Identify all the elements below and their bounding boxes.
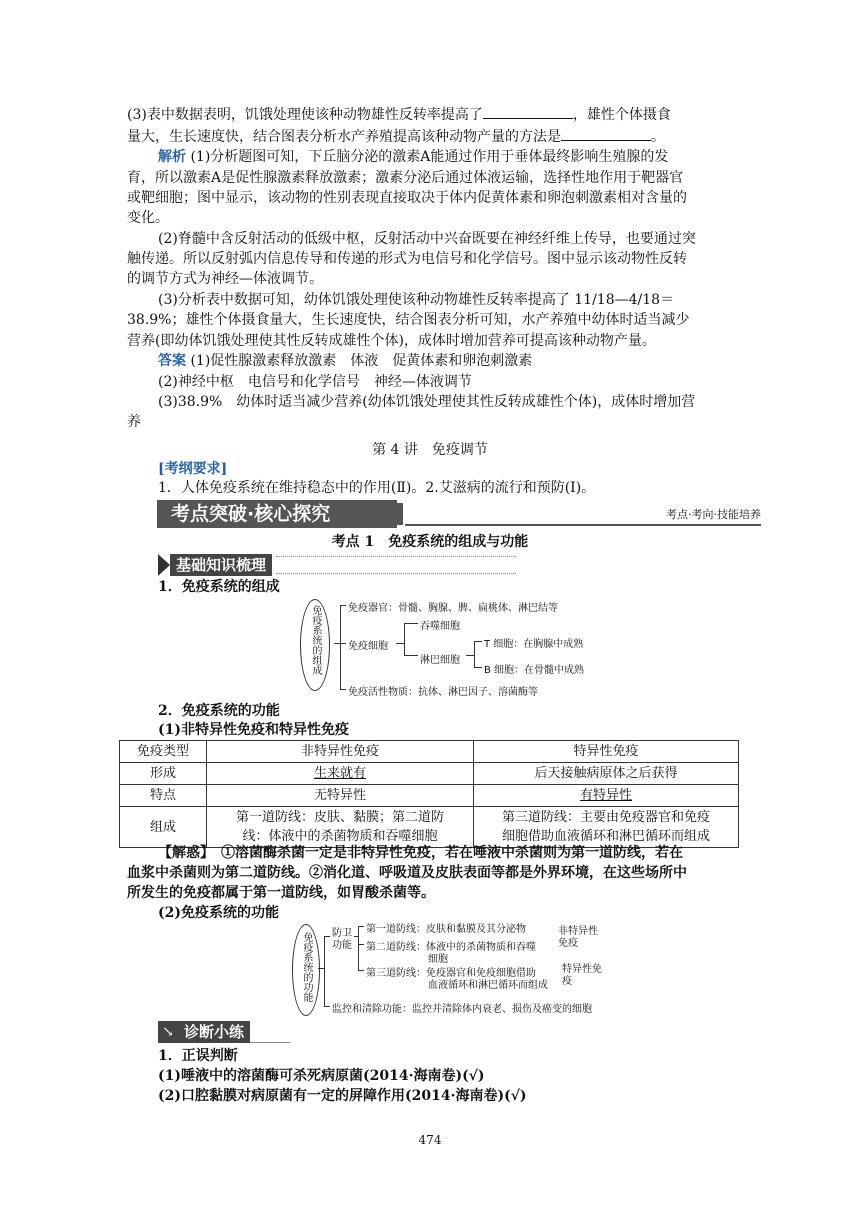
table-cell: 第一道防线：皮肤、黏膜；第二道防 线：体液中的杀菌物质和吞噬细胞 [207,807,474,848]
diagram1-organs: 免疫器官：骨髓、胸腺、脾、扁桃体、淋巴结等 [348,603,558,614]
section-2-heading: 2．免疫系统的功能 [158,703,280,719]
answer-line-2: (2)神经中枢 电信号和化学信号 神经—体液调节 [158,374,472,390]
judge-heading: 1．正误判断 [158,1048,238,1064]
table-cell: 形成 [120,763,207,785]
immune-function-diagram [292,920,612,1020]
dotted-decoration [276,556,516,574]
table-cell: 无特异性 [207,785,474,807]
table-cell: 生来就有 [207,763,474,785]
triangle-icon [158,554,170,576]
section-2-2-heading: (2)免疫系统的功能 [158,905,279,921]
diagram1-lymphocyte: 淋巴细胞 [420,655,460,666]
table-cell: 有特异性 [474,785,739,807]
table-cell: 后天接触病原体之后获得 [474,763,739,785]
diagram2-third-line: 第三道防线：免疫器官和免疫细胞借助 [366,968,536,979]
requirements-label: [考纲要求] [158,461,228,477]
analysis-line-6: 的调节方式为神经—体液调节。 [127,271,323,287]
diagram2-defense: 防卫功能 [332,928,352,951]
judge-item-2: (2)口腔黏膜对病原菌有一定的屏障作用(2014·海南卷)(√) [158,1088,527,1104]
analysis-line-2: 或靶细胞；图中显示，该动物的性别表现直接取决于体内促黄体素和卵泡刺激素相对含量的 [127,190,687,206]
basic-knowledge-header [158,553,516,577]
diagram2-specific: 特异性免疫 [562,964,602,987]
diagram2-second-line: 第二道防线：体液中的杀菌物质和吞噬 [366,942,536,953]
table-header-cell: 免疫类型 [120,741,207,763]
answer-line-4: 养 [127,414,141,430]
analysis-line-7: (3)分析表中数据可知，幼体饥饿处理使该种动物雄性反转率提高了 11/18—4/18＝ [158,292,675,308]
lecture-title: 第 4 讲 免疫调节 [372,442,488,458]
table-row [120,785,739,807]
basic-knowledge-label: 基础知识梳理 [170,554,272,576]
section-1-heading: 1．免疫系统的组成 [158,579,280,595]
table-cell: 第三道防线：主要由免疫器官和免疫 细胞借助血液循环和淋巴循环而组成 [474,807,739,848]
blank-1 [483,104,573,119]
table-row [120,763,739,785]
table-cell: 特点 [120,785,207,807]
diagram1-cells: 免疫细胞 [348,641,388,652]
diagram1-center-label: 免疫系统的组成 [310,605,321,675]
jiehuo-line-1: 【解惑】 ①溶菌酶杀菌一定是非特异性免疫，若在唾液中杀菌则为第一道防线，若在 [158,845,683,861]
section-2-1-heading: (1)非特异性免疫和特异性免疫 [158,722,349,738]
diagram1-phagocyte: 吞噬细胞 [420,621,460,632]
section-banner [157,500,761,528]
jiehuo-line-2: 血浆中杀菌则为第二道防线。②消化道、呼吸道及皮肤表面等都是外界环境，在这些场所中 [127,865,687,881]
table-row [120,807,739,848]
answer-line-1: 答案 (1)促性腺激素释放激素 体液 促黄体素和卵泡刺激素 [158,353,533,369]
analysis-line-4: (2)脊髓中含反射活动的低级中枢，反射活动中兴奋既要在神经纤维上传导，也要通过突 [158,231,696,247]
banner-rule [405,524,761,526]
diagram1-tcell: T 细胞：在胸腺中成熟 [484,639,584,650]
judge-item-1: (1)唾液中的溶菌酶可杀死病原菌(2014·海南卷)(√) [158,1068,485,1084]
diagram2-nonspecific: 非特异性免疫 [558,926,598,949]
topic-title: 考点 1 免疫系统的组成与功能 [331,534,529,550]
diagram1-bracket [340,605,341,689]
analysis-line-8: 38.9%；雄性个体摄食量大，生长速度快，结合图表分析可知，水产养殖中幼体时适当减少 [127,312,690,328]
banner-title: 考点突破·核心探究 [157,500,397,528]
banner-subtitle: 考点·考向·技能培养 [666,508,761,521]
analysis-line-1: 育，所以激素A是促性腺激素释放激素；激素分泌后通过体液运输，选择性地作用于靶器官 [127,170,684,186]
table-cell: 组成 [120,807,207,848]
q3-line1: (3)表中数据表明，饥饿处理使该种动物雄性反转率提高了 ，雄性个体摄食 [127,104,739,125]
diagram2-center-label: 免疫系统的功能 [301,932,312,1002]
q3-line2: 量大，生长速度快，结合图表分析水产养殖提高该种动物产量的方法是 。 [127,126,739,147]
blank-2 [561,126,651,141]
jiehuo-line-3: 所发生的免疫都属于第一道防线，如胃酸杀菌等。 [127,885,435,901]
arrow-icon: ↘ [158,1021,178,1043]
diagnostic-header [158,1020,290,1044]
answer-line-3: (3)38.9% 幼体时适当减少营养(幼体饥饿处理使其性反转成雄性个体)，成体时增加营 [158,394,696,410]
analysis-line-3: 变化。 [127,210,169,226]
table-header-cell: 非特异性免疫 [207,741,474,763]
immune-composition-diagram [300,595,600,699]
diagram2-third-line-cont: 血液循环和淋巴循环而组成 [428,980,548,991]
table-header-cell: 特异性免疫 [474,741,739,763]
immunity-comparison-table [119,740,739,848]
requirements-text: 1．人体免疫系统在维持稳态中的作用(Ⅱ)。2.艾滋病的流行和预防(Ⅰ)。 [158,480,596,496]
analysis-line-9: 营养(即幼体饥饿处理使其性反转成雄性个体)，成体时增加营养可提高该种动物产量。 [127,333,656,349]
page-number: 474 [418,1133,442,1147]
table-row [120,741,739,763]
diagram2-second-line-cont: 细胞 [428,954,448,965]
diagram1-bcell: B 细胞：在骨髓中成熟 [484,665,585,676]
diagram2-first-line: 第一道防线：皮肤和黏膜及其分泌物 [366,924,526,935]
diagram1-active-substances: 免疫活性物质：抗体、淋巴因子、溶菌酶等 [348,687,538,698]
analysis-line-5: 触传递。所以反射弧内信息传导和传递的形式为电信号和化学信号。图中显示该动物性反转 [127,251,687,267]
diagram2-monitor: 监控和清除功能：监控并清除体内衰老、损伤及癌变的细胞 [332,1004,592,1015]
diagnostic-label: 诊断小练 [178,1021,250,1043]
analysis-line-0: 解析 (1)分析题图可知，下丘脑分泌的激素A能通过作用于垂体最终影响生殖腺的发 [158,149,669,165]
banner-bar [397,503,403,525]
